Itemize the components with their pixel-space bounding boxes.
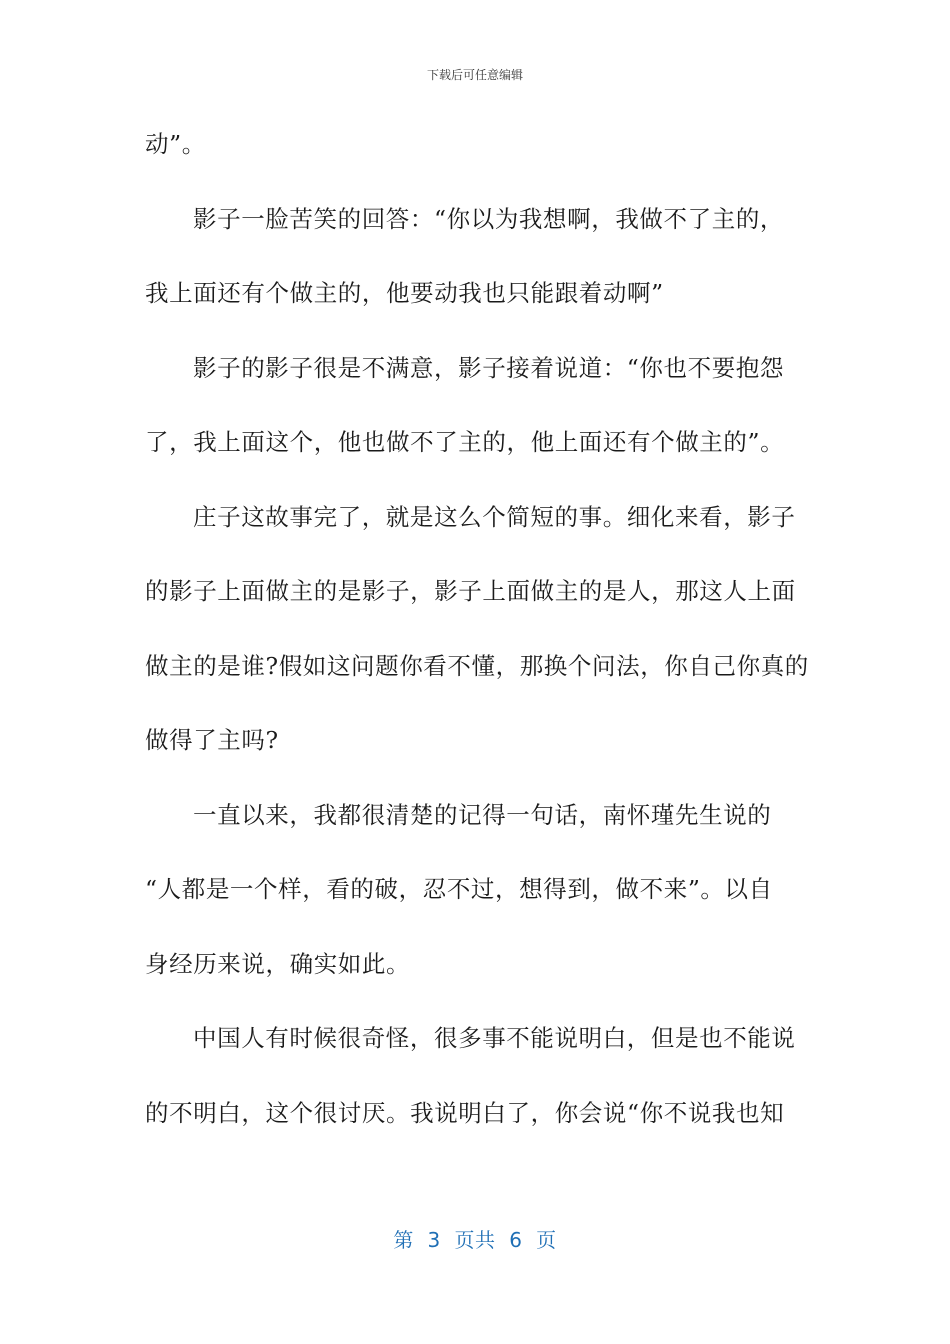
text-line: 做主的是谁?假如这问题你看不懂，那换个问法，你自己你真的 (145, 651, 809, 680)
text-line: “人都是一个样，看的破，忍不过，想得到，做不来”。以自 (145, 875, 773, 903)
paragraph-first-line: 影子的影子很是不满意，影子接着说道：“你也不要抱怨 (193, 353, 785, 382)
page-number-footer: 第 3 页共 6 页 (393, 1228, 557, 1252)
document-body (145, 114, 809, 1157)
text-line: 我上面还有个做主的，他要动我也只能跟着动啊” (145, 279, 664, 307)
paragraph-first-line: 庄子这故事完了，就是这么个简短的事。细化来看，影子 (193, 502, 796, 531)
text-line: 动”。 (145, 130, 206, 158)
text-line: 的不明白，这个很讨厌。我说明白了，你会说“你不说我也知 (145, 1098, 785, 1127)
text-line: 身经历来说，确实如此。 (145, 949, 411, 978)
paragraph-first-line: 中国人有时候很奇怪，很多事不能说明白，但是也不能说 (193, 1024, 796, 1052)
text-line: 的影子上面做主的是影子，影子上面做主的是人，那这人上面 (145, 577, 796, 605)
paragraph-first-line: 影子一脸苦笑的回答：“你以为我想啊，我做不了主的， (193, 204, 785, 233)
page-header: 下载后可任意编辑 (426, 68, 523, 82)
text-line: 做得了主吗? (145, 726, 279, 754)
paragraph-first-line: 一直以来，我都很清楚的记得一句话，南怀瑾先生说的 (193, 800, 772, 829)
text-line: 了，我上面这个，他也做不了主的，他上面还有个做主的”。 (145, 428, 785, 456)
